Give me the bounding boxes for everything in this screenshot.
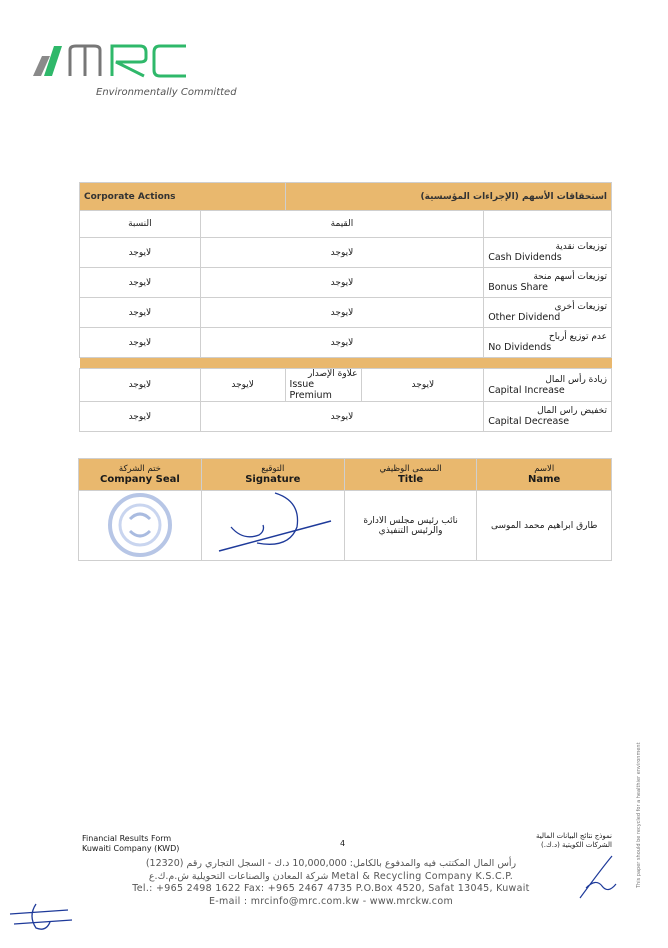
capital-line: رأس المال المكتتب فيه والمدفوع بالكامل: 10,000,000 د.ك - السجل التجاري رقم (12320) <box>145 858 517 869</box>
page-number: 4 <box>340 839 346 848</box>
value-cell: لايوجد <box>200 268 483 298</box>
footer-signature-mark <box>572 848 622 908</box>
ratio-cell: لايوجد <box>80 268 201 298</box>
email-web-line: E-mail : mrcinfo@mrc.com.kw - www.mrckw.com <box>209 895 453 907</box>
value-cell: لايوجد <box>362 369 484 402</box>
row-label: زيادة رأس المال Capital Increase <box>484 369 612 402</box>
table-row <box>80 298 612 328</box>
company-seal <box>79 491 202 561</box>
premium-label: علاوة الإصدار Issue Premium <box>285 369 362 402</box>
row-label: عدم توزيع أرباح No Dividends <box>484 328 612 358</box>
section-title-en: Corporate Actions <box>80 183 286 211</box>
contact-line: Tel.: +965 2498 1622 Fax: +965 2467 4735 P.O.Box 4520, Safat 13045, Kuwait <box>132 883 530 894</box>
table-row <box>80 268 612 298</box>
ratio-cell: لايوجد <box>80 328 201 358</box>
row-label: تخفيض راس المال Capital Decrease <box>484 402 612 432</box>
form-label-ar: نموذج نتائج البيانات المالية الشركات الكويتية (د.ك.) <box>536 832 612 849</box>
capital-decrease-row <box>80 402 612 432</box>
corporate-actions-header <box>80 183 612 211</box>
column-value: القيمة <box>200 211 483 238</box>
ratio-cell: لايوجد <box>80 238 201 268</box>
signature-header: التوقيع Signature <box>201 459 344 491</box>
table-row <box>80 328 612 358</box>
company-info <box>106 858 556 908</box>
section-title-ar: استحقاقات الأسهم (الإجراءات المؤسسية) <box>285 183 611 211</box>
initials-mark <box>6 896 76 936</box>
person-title: نائب رئيس مجلس الادارة والرئيس التنفيذي <box>344 491 477 561</box>
form-label: Financial Results Form Kuwaiti Company (KWD) <box>82 834 180 853</box>
person-name: طارق ابراهيم محمد الموسى <box>477 491 612 561</box>
section-divider <box>80 358 612 369</box>
corporate-actions-table <box>79 182 612 432</box>
row-label: توزيعات أسهم منحة Bonus Share <box>484 268 612 298</box>
table-row <box>80 238 612 268</box>
signature-table <box>78 458 612 561</box>
logo-tagline: Environmentally Committed <box>96 87 237 98</box>
column-ratio: النسبة <box>80 211 201 238</box>
row-label: توزيعات نقدية Cash Dividends <box>484 238 612 268</box>
recycle-note: This paper should be recycled for a healthier environment <box>636 742 642 888</box>
seal-header: ختم الشركة Company Seal <box>79 459 202 491</box>
title-header: المسمى الوظيفي Title <box>344 459 477 491</box>
company-name-line: شركة المعادن والصناعات التحويلية ش.م.ك.ع Metal & Recycling Company K.S.C.P. <box>148 870 514 882</box>
ratio-cell: لايوجد <box>80 298 201 328</box>
signature-mark <box>213 491 333 557</box>
ratio-cell: لايوجد <box>80 369 201 402</box>
capital-increase-row <box>80 369 612 402</box>
value-cell: لايوجد <box>200 402 483 432</box>
name-header: الاسم Name <box>477 459 612 491</box>
ratio-cell: لايوجد <box>80 402 201 432</box>
value-cell: لايوجد <box>200 238 483 268</box>
row-label: توزيعات أخرى Other Dividend <box>484 298 612 328</box>
premium-value-cell: لايوجد <box>200 369 285 402</box>
value-cell: لايوجد <box>200 298 483 328</box>
signature-cell <box>201 491 344 561</box>
value-cell: لايوجد <box>200 328 483 358</box>
company-seal-stamp <box>95 491 185 557</box>
